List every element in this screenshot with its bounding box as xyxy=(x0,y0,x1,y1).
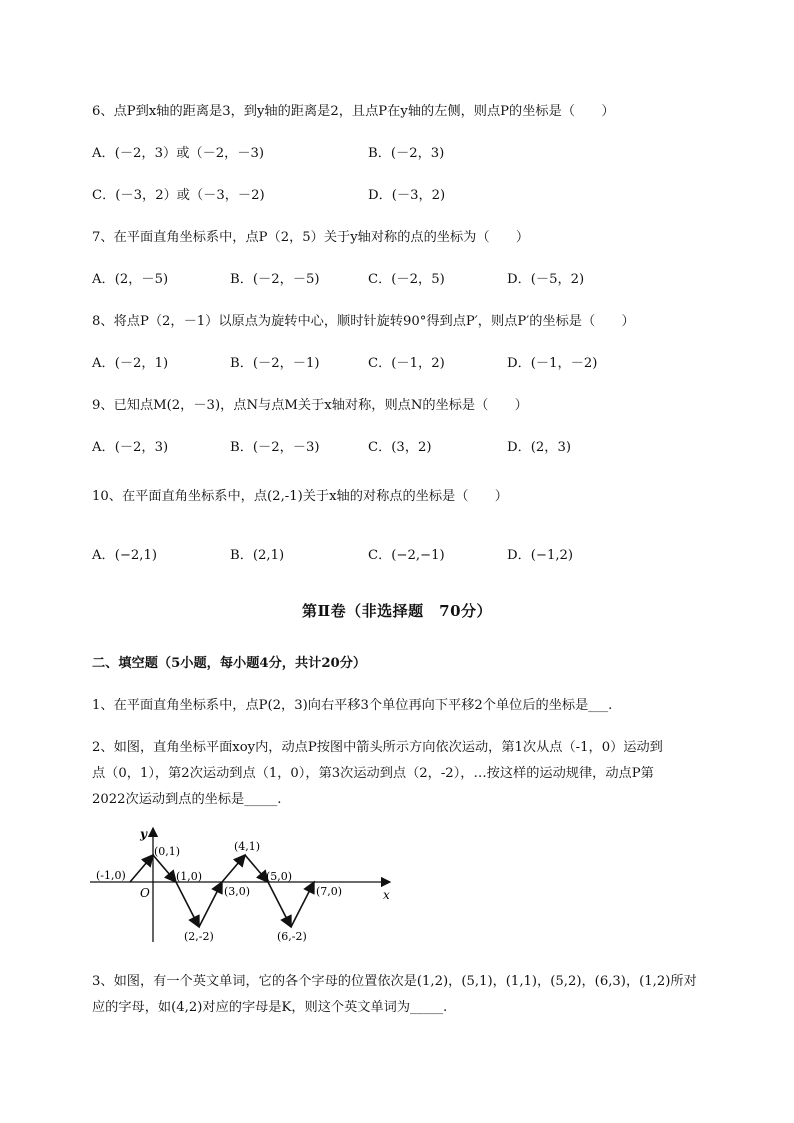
q7-option-a: A．(2，－5) xyxy=(92,272,169,287)
q6-option-b: B．(－2，3) xyxy=(368,146,445,161)
point-label: (5,0) xyxy=(266,870,293,883)
q9-option-d: D．(2，3) xyxy=(507,440,572,455)
path-segment-4 xyxy=(199,882,222,927)
fill-question-2-line-3: 2022次运动到点的坐标是_____. xyxy=(92,792,282,807)
q9-option-c: C．(3，2) xyxy=(368,440,432,455)
section-2-title: 第Ⅱ卷（非选择题 70分） xyxy=(301,602,493,620)
x-axis-label: x xyxy=(383,888,390,902)
fill-in-heading: 二、填空题（5小题，每小题4分，共计20分） xyxy=(92,656,367,671)
point-label: (3,0) xyxy=(224,885,251,898)
path-segment-5 xyxy=(222,855,245,882)
motion-path-figure xyxy=(90,822,410,951)
q7-option-c: C．(－2，5) xyxy=(368,272,445,287)
question-7-stem: 7、在平面直角坐标系中，点P（2，5）关于y轴对称的点的坐标为（ ） xyxy=(92,230,530,245)
q9-option-b: B．(－2，－3) xyxy=(230,440,320,455)
q9-option-a: A．(－2，3) xyxy=(92,440,169,455)
question-6-stem: 6、点P到x轴的距离是3，到y轴的距离是2，且点P在y轴的左侧，则点P的坐标是（ ） xyxy=(92,104,615,119)
fill-question-2-line-1: 2、如图，直角坐标平面xoy内，动点P按图中箭头所示方向依次运动，第1次从点（-1，0）运动到 xyxy=(92,740,663,755)
q10-option-c: C．(−2,−1) xyxy=(368,548,445,563)
question-9-stem: 9、已知点M(2，－3)，点N与点M关于x轴对称，则点N的坐标是（ ） xyxy=(92,398,528,413)
q10-option-b: B．(2,1) xyxy=(230,548,285,563)
path-segment-1 xyxy=(130,855,153,882)
q6-option-d: D．(－3，2) xyxy=(368,188,446,203)
fill-question-3-line-2: 应的字母，如(4,2)对应的字母是K，则这个英文单词为_____. xyxy=(92,1000,448,1015)
q8-option-b: B．(－2，－1) xyxy=(230,356,320,371)
fill-question-1: 1、在平面直角坐标系中，点P(2，3)向右平移3个单位再向下平移2个单位后的坐标是___. xyxy=(92,698,613,713)
point-label: (4,1) xyxy=(234,840,261,853)
path-segment-6 xyxy=(245,855,268,882)
point-label: (0,1) xyxy=(154,845,181,858)
q8-option-c: C．(－1，2) xyxy=(368,356,445,371)
q10-option-d: D．(−1,2) xyxy=(507,548,574,563)
y-axis-label: y xyxy=(140,827,147,841)
point-label: (1,0) xyxy=(176,870,203,883)
path-segment-2 xyxy=(153,855,176,882)
fill-question-3-line-1: 3、如图，有一个英文单词，它的各个字母的位置依次是(1,2)，(5,1)，(1,1)，(5,2)，(6,3)，(1,2)所对 xyxy=(92,974,697,989)
q7-option-d: D．(－5，2) xyxy=(507,272,585,287)
point-label: (7,0) xyxy=(316,885,343,898)
question-10-stem: 10、在平面直角坐标系中，点(2,-1)关于x轴的对称点的坐标是（ ） xyxy=(92,489,508,504)
point-label: (6,-2) xyxy=(277,930,307,943)
point-label: (-1,0) xyxy=(96,869,126,882)
question-8-stem: 8、将点P（2，－1）以原点为旋转中心，顺时针旋转90°得到点P′，则点P′的坐标是（ ） xyxy=(92,314,635,329)
q8-option-d: D．(－1，－2) xyxy=(507,356,598,371)
q6-option-a: A．(－2，3）或（－2，－3) xyxy=(92,146,265,161)
q8-option-a: A．(－2，1) xyxy=(92,356,169,371)
q7-option-b: B．(－2，－5) xyxy=(230,272,320,287)
coordinate-plane-diagram xyxy=(90,822,410,947)
path-segment-3 xyxy=(176,882,199,927)
point-label: (2,-2) xyxy=(184,930,214,943)
origin-label: O xyxy=(140,886,150,900)
path-segment-8 xyxy=(291,882,314,927)
fill-question-2-line-2: 点（0，1），第2次运动到点（1，0），第3次运动到点（2，-2），…按这样的运动规律，动点P第 xyxy=(92,766,654,781)
q6-option-c: C．(－3，2）或（－3，－2) xyxy=(92,188,265,203)
q10-option-a: A．(−2,1) xyxy=(92,548,158,563)
path-segment-7 xyxy=(268,882,291,927)
